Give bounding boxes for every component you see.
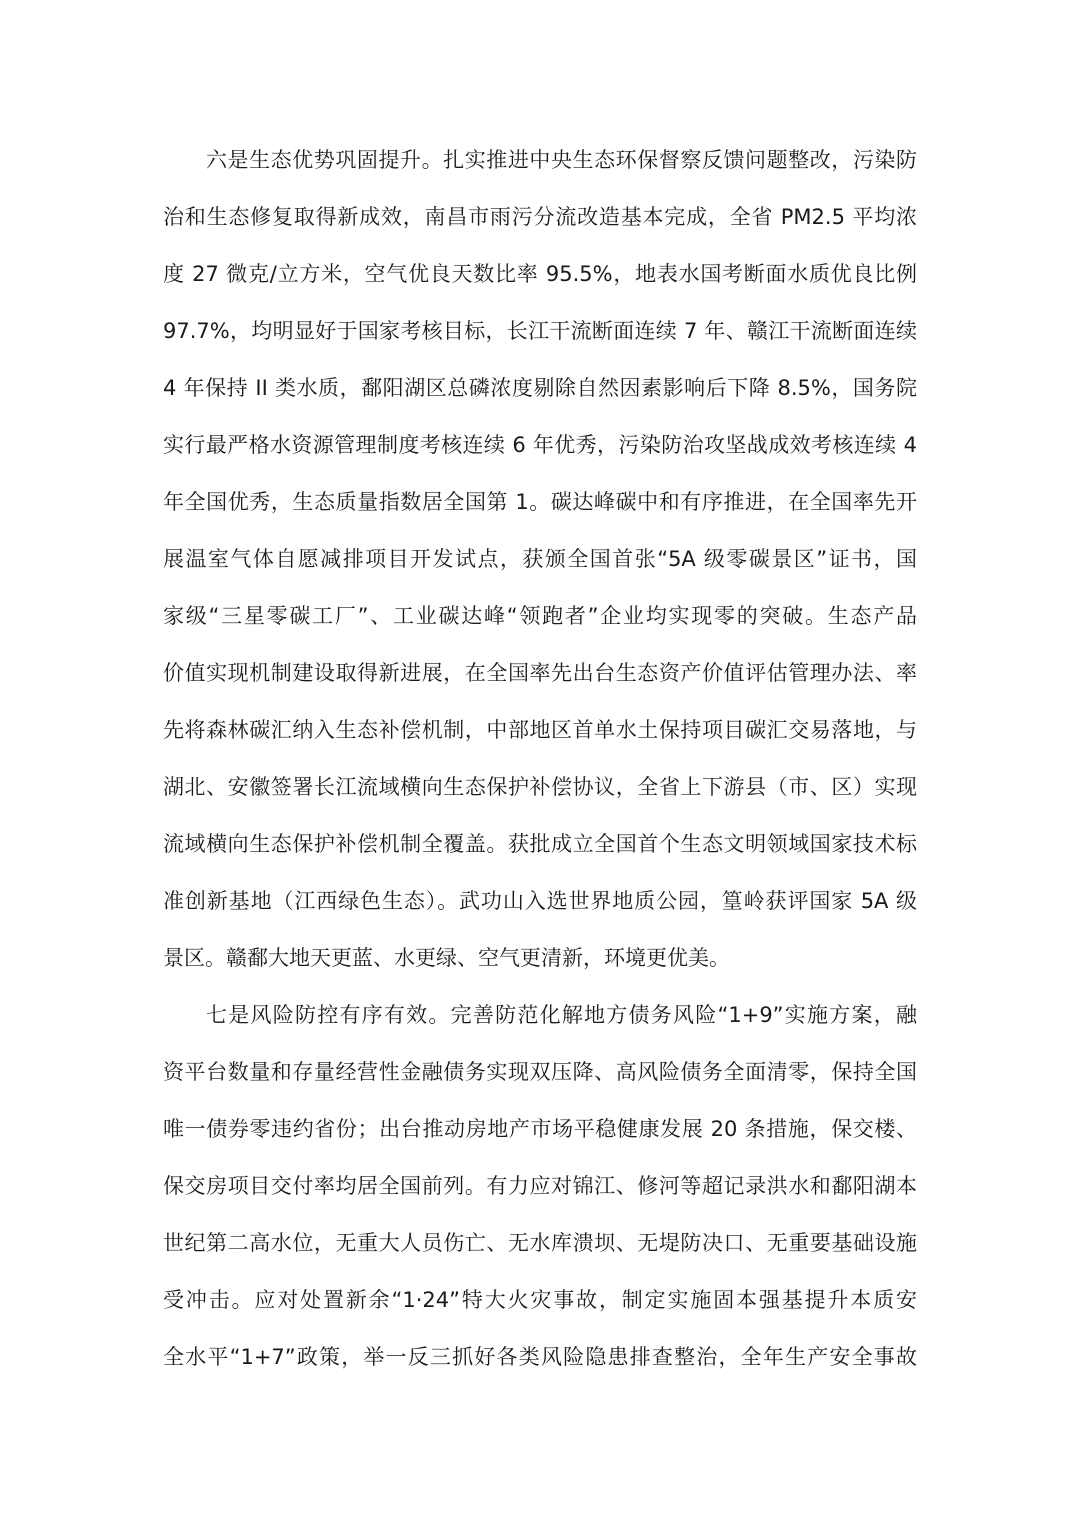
text-line: 世纪第二高水位，无重大人员伤亡、无水库溃坝、无堤防决口、无重要基础设施 (163, 1231, 917, 1255)
text-line: 唯一债券零违约省份；出台推动房地产市场平稳健康发展 20 条措施，保交楼、 (163, 1117, 917, 1141)
paragraph-ecology (163, 132, 917, 987)
text-line: 流域横向生态保护补偿机制全覆盖。获批成立全国首个生态文明领域国家技术标 (163, 832, 917, 856)
paragraph-risk-control (163, 987, 917, 1386)
text-line: 湖北、安徽签署长江流域横向生态保护补偿协议，全省上下游县（市、区）实现 (163, 775, 917, 799)
text-line: 价值实现机制建设取得新进展，在全国率先出台生态资产价值评估管理办法、率 (163, 661, 917, 685)
text-line: 七是风险防控有序有效。完善防范化解地方债务风险“1+9”实施方案，融 (206, 1003, 917, 1027)
text-line: 年全国优秀，生态质量指数居全国第 1。碳达峰碳中和有序推进，在全国率先开 (163, 490, 917, 514)
text-line: 全水平“1+7”政策，举一反三抓好各类风险隐患排查整治，全年生产安全事故 (163, 1345, 917, 1369)
text-line: 受冲击。应对处置新余“1·24”特大火灾事故，制定实施固本强基提升本质安 (163, 1288, 917, 1312)
text-line: 资平台数量和存量经营性金融债务实现双压降、高风险债务全面清零，保持全国 (163, 1060, 917, 1084)
text-line: 4 年保持 II 类水质，鄱阳湖区总磷浓度剔除自然因素影响后下降 8.5%，国务院 (163, 376, 917, 400)
text-line: 实行最严格水资源管理制度考核连续 6 年优秀，污染防治攻坚战成效考核连续 4 (163, 433, 917, 457)
document-body (163, 132, 917, 1386)
text-line: 展温室气体自愿减排项目开发试点，获颁全国首张“5A 级零碳景区”证书，国 (163, 547, 917, 571)
text-line: 六是生态优势巩固提升。扎实推进中央生态环保督察反馈问题整改，污染防 (206, 148, 917, 172)
text-line: 度 27 微克/立方米，空气优良天数比率 95.5%，地表水国考断面水质优良比例 (163, 262, 917, 286)
text-line: 先将森林碳汇纳入生态补偿机制，中部地区首单水土保持项目碳汇交易落地，与 (163, 718, 917, 742)
text-line: 治和生态修复取得新成效，南昌市雨污分流改造基本完成，全省 PM2.5 平均浓 (163, 205, 917, 229)
text-line: 97.7%，均明显好于国家考核目标，长江干流断面连续 7 年、赣江干流断面连续 (163, 319, 917, 343)
text-line: 景区。赣鄱大地天更蓝、水更绿、空气更清新，环境更优美。 (163, 946, 730, 970)
text-line: 保交房项目交付率均居全国前列。有力应对锦江、修河等超记录洪水和鄱阳湖本 (163, 1174, 917, 1198)
text-line: 准创新基地（江西绿色生态）。武功山入选世界地质公园，篁岭获评国家 5A 级 (163, 889, 917, 913)
text-line: 家级“三星零碳工厂”、工业碳达峰“领跑者”企业均实现零的突破。生态产品 (163, 604, 917, 628)
